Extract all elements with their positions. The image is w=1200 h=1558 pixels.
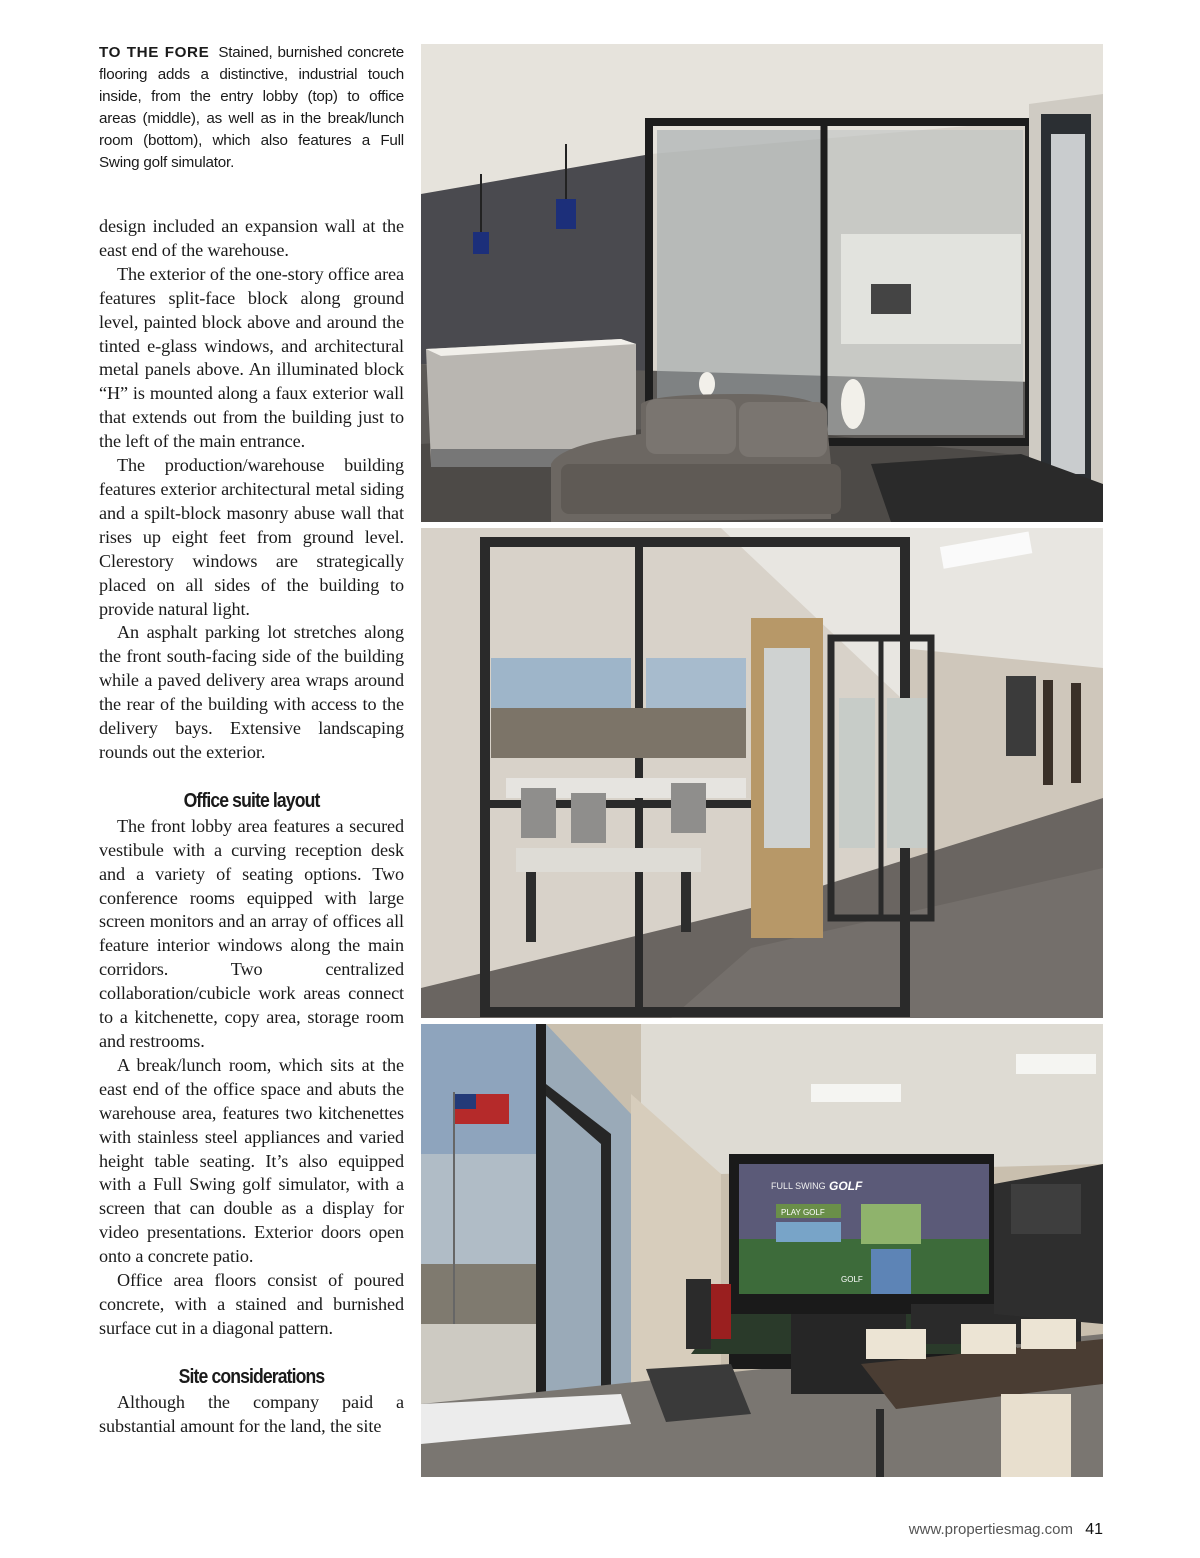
website-url: www.propertiesmag.com (908, 1521, 1074, 1538)
break-room-illustration (421, 1024, 1103, 1477)
break-room-photo (421, 1024, 1103, 1477)
photo-caption (99, 42, 404, 174)
sim-play-golf-button: PLAY GOLF (781, 1208, 825, 1217)
sim-brand: FULL SWING (771, 1181, 826, 1191)
lobby-illustration (421, 44, 1103, 522)
sim-golf-word: GOLF (829, 1179, 863, 1193)
caption-text: Stained, burnished concrete flooring adds a distinctive, industrial touch inside, from the entry lobby (top) to office areas (middle), as well as in the break/lunch room (bottom), which also features a Full Swing golf simulator. (99, 44, 404, 171)
paragraph: design included an expansion wall at the east end of the warehouse. (99, 216, 404, 260)
page-number: 41 (1085, 1521, 1103, 1538)
office-corridor-photo (421, 528, 1103, 1018)
section-heading-office-suite: Office suite layout (183, 789, 320, 812)
paragraph: A break/lunch room, which sits at the east end of the office space and abuts the warehouse area, features two kitchenettes with stainless steel appliances and varied height table seating. It’s also equipped with a Full Swing golf simulator, with a screen that can double as a display for video presentations. Exterior doors open onto a concrete patio. (99, 1054, 404, 1267)
paragraph: Although the company paid a substantial amount for the land, the site (99, 1391, 404, 1436)
text-column (99, 42, 404, 1439)
corridor-illustration (421, 528, 1103, 1018)
article-body (99, 215, 404, 1439)
paragraph: The exterior of the one-story office area features split-face block along ground level, painted block above and around the tinted e-glass windows, and architectural metal panels above. An illuminated block “H” is mounted along a faux exterior wall that extends out from the building just to the left of the main entrance. (99, 263, 404, 452)
section-heading-site-considerations: Site considerations (178, 1365, 325, 1388)
page-footer (909, 1521, 1103, 1539)
paragraph: An asphalt parking lot stretches along the front south-facing side of the building while a paved delivery area wraps around the rear of the building with access to the delivery bays. Extensive landscaping rounds out the exterior. (99, 622, 404, 762)
sim-badge: GOLF (841, 1275, 863, 1284)
paragraph: The production/warehouse building features exterior architectural metal siding and a spilt-block masonry abuse wall that rises up eight feet from ground level. Clerestory windows are strategically placed on all sides of the building to provide natural light. (99, 455, 404, 619)
lobby-photo (421, 44, 1103, 522)
paragraph: The front lobby area features a secured vestibule with a curving reception desk and a variety of seating options. Two conference rooms equipped with large screen monitors and an array of offices all feature interior windows along the main corridors. Two centralized collaboration/cubicle work areas connect to a kitchenette, copy area, storage room and restrooms. (99, 815, 404, 1051)
caption-lead: TO THE FORE (99, 44, 210, 61)
paragraph: Office area floors consist of poured concrete, with a stained and burnished surface cut in a diagonal pattern. (99, 1270, 404, 1338)
